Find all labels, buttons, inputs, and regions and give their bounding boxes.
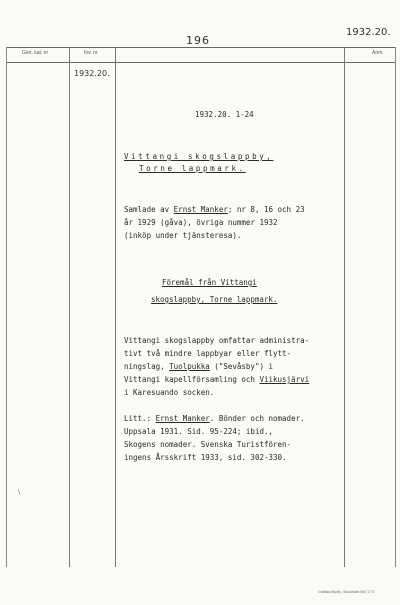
description-line-4: Vittangi kapellförsamling och Viikusjärvi (124, 375, 310, 384)
literature-line-4: ingens Årsskrift 1933, sid. 302-330. (124, 453, 287, 462)
right-border (395, 47, 396, 567)
description-line-5: i Karesuando socken. (124, 388, 215, 397)
collected-line-2: år 1929 (gåva), övriga nummer 1932 (124, 218, 278, 227)
column-inv-nr: Inv. nr (84, 50, 98, 56)
collected-line-1: Samlade av Ernst Manker; nr 8, 16 och 23 (124, 205, 305, 214)
description-line-1: Vittangi skogslappby omfattar administra- (124, 336, 310, 345)
subtitle-line-1: Föremål från Vittangi (162, 278, 257, 287)
place-tuolpukka: Tuolpukka (169, 362, 210, 371)
place-viikusjarvi: Viikusjärvi (259, 375, 310, 384)
column-gen-kat-nr: Gen. kat. nr (22, 50, 49, 56)
literature-line-3: Skogens nomader. Svenska Turistfören- (124, 440, 292, 449)
title-line-1: Vittangi skogslappby, (124, 152, 274, 161)
literature-line-2: Uppsala 1931. Sid. 95-224; ibid., (124, 427, 274, 436)
column-anm: Anm. (372, 50, 384, 56)
column-divider-3 (344, 47, 345, 567)
left-border (6, 47, 7, 567)
inventory-number: 1932.20. (74, 69, 110, 78)
description-line-3: ningslag, Tuolpukka ("Sevåsby") i (124, 362, 274, 371)
subtitle-line-2: skogslappby, Torne lappmark. (151, 295, 278, 304)
collector-name: Ernst Manker (173, 205, 228, 214)
column-divider-1 (69, 47, 70, 567)
literature-author: Ernst Manker (155, 414, 210, 423)
column-header-row (6, 47, 396, 63)
literature-line-1: Litt.: Ernst Manker. Bönder och nomader. (124, 414, 305, 423)
title-line-2: Torne lappmark. (139, 164, 246, 173)
collected-line-3: (inköp under tjänsteresa). (124, 231, 242, 240)
number-range: 1932.20. 1-24 (195, 110, 254, 119)
page-number: 196 (186, 34, 210, 47)
margin-mark: \ (18, 488, 21, 496)
printer-footer: Grafiska Byrån, Stockholm B67 2 70 (318, 590, 375, 594)
description-line-2: tivt två mindre lappbyar eller flytt- (124, 349, 292, 358)
column-divider-2 (115, 47, 116, 567)
corner-number: 1932.20. (346, 27, 391, 38)
